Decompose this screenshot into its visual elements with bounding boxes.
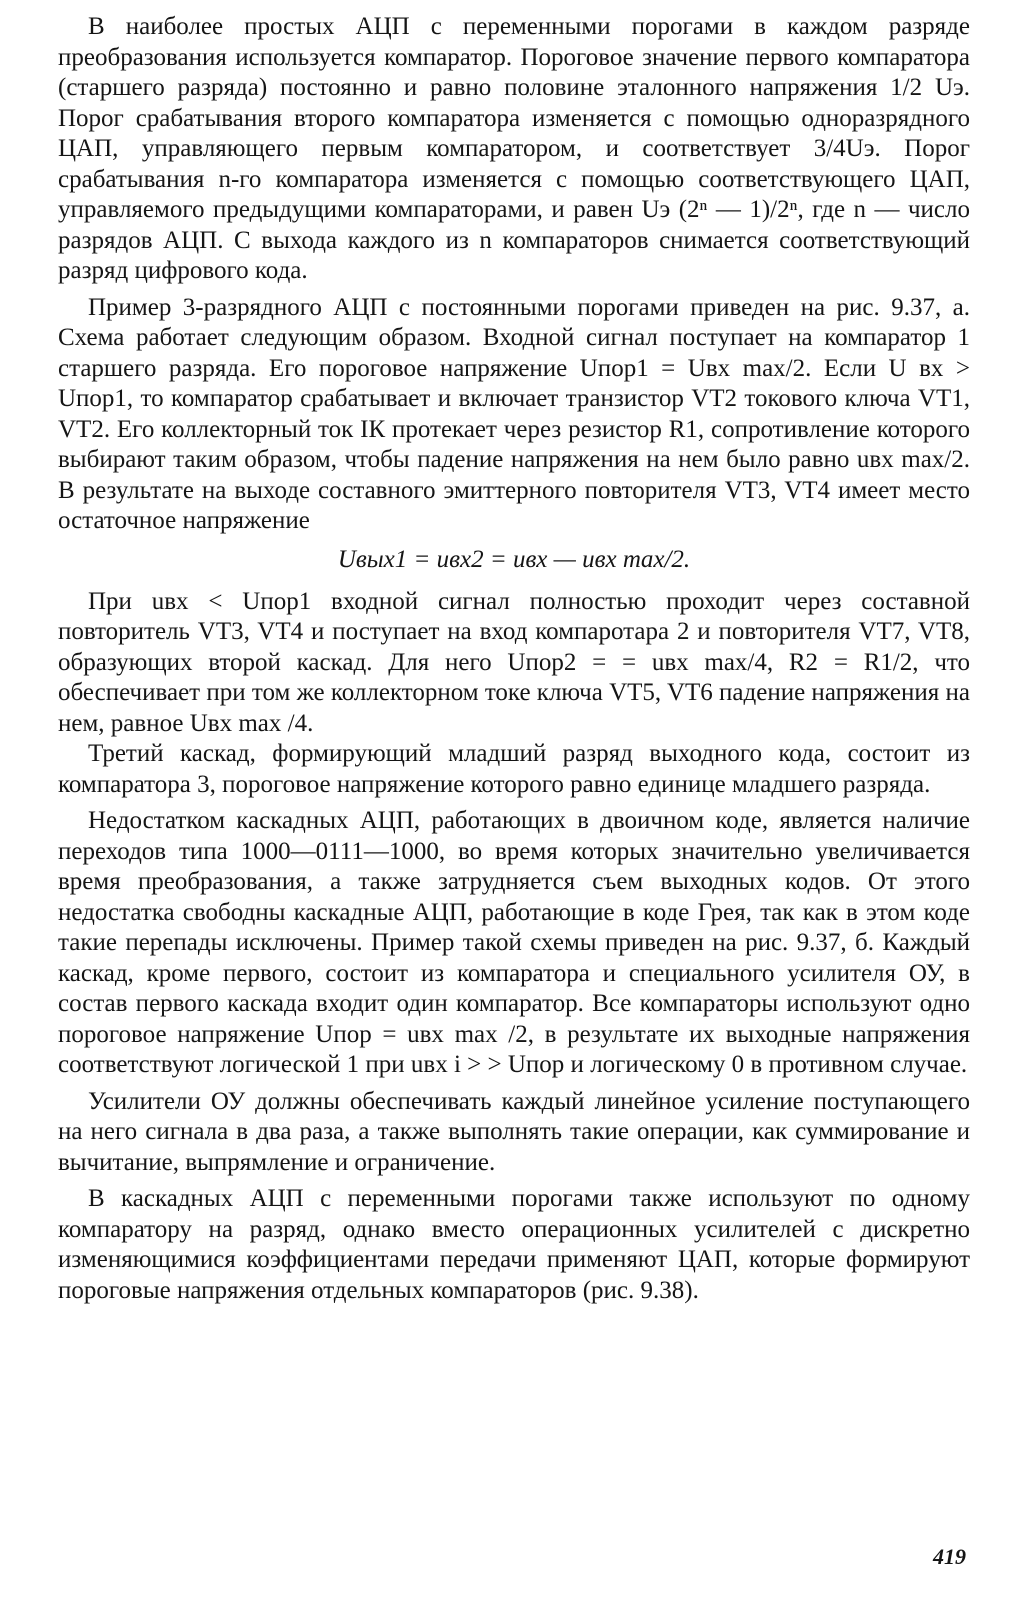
paragraph-7: В каскадных АЦП с переменными порогами также используют по одному компаратору на разряд, однако вместо операционных усилителей с дискретно изменяющимися коэффициентами передачи применяют ЦАП, которые формируют пороговые напряжения отдельных компараторов (рис. 9.38). [58, 1185, 970, 1304]
paragraph-3: При uвх < Uпор1 входной сигнал полностью проходит через составной повторитель VT3, VT4 и поступает на вход компаротара 2 и повторителя VT7, VT8, образующих второй каскад. Для него Uпор2 = = uвх max/4, R2 = R1/2, что обеспечивает при том же коллекторном токе ключа VT5, VT6 падение напряжения на нем, равное Uвх max /4. [58, 587, 970, 737]
page-body [58, 12, 970, 1306]
paragraph-5: Недостатком каскадных АЦП, работающих в двоичном коде, является наличие переходов типа 1000—0111—1000, во время которых значительно увеличивается время преобразования, а также затрудняется съем выходных кодов. От этого недостатка свободны каскадные АЦП, работающие в коде Грея, так как в этом коде такие перепады исключены. Пример такой схемы приведен на рис. 9.37, б. Каждый каскад, кроме первого, состоит из компаратора и специального усилителя ОУ, в состав первого каскада входит один компаратор. Все компараторы используют одно пороговое напряжение Uпор = uвх max /2, в результате их выходные напряжения соответствуют логической 1 при uвх i > > Uпор и логическому 0 в противном случае. [58, 807, 970, 1078]
paragraph-1: В наиболее простых АЦП с переменными порогами в каждом разряде преобразования используется компаратор. Пороговое значение первого компаратора (старшего разряда) постоянно и равно половине эталонного напряжения 1/2 Uэ. Порог срабатывания второго компаратора изменяется с помощью одноразрядного ЦАП, управляющего первым компаратором, и соответствует 3/4Uэ. Порог срабатывания n-го компаратора изменяется с помощью соответствующего ЦАП, управляемого предыдущими компараторами, и равен Uэ (2ⁿ — 1)/2ⁿ, где n — число разрядов АЦП. С выхода каждого из n компараторов снимается соответствующий разряд цифрового кода. [58, 13, 970, 284]
paragraph-4: Третий каскад, формирующий младший разряд выходного кода, состоит из компаратора 3, пороговое напряжение которого равно единице младшего разряда. [58, 740, 970, 798]
page-number: 419 [933, 1544, 966, 1569]
paragraph-6: Усилители ОУ должны обеспечивать каждый линейное усиление поступающего на него сигнала в два раза, а также выполнять такие операции, как суммирование и вычитание, выпрямление и ограничение. [58, 1087, 970, 1176]
paragraph-2: Пример 3-разрядного АЦП с постоянными порогами приведен на рис. 9.37, а. Схема работает следующим образом. Входной сигнал поступает на компаратор 1 старшего разряда. Его пороговое напряжение Uпор1 = Uвх max/2. Если U вх > Uпор1, то компаратор срабатывает и включает транзистор VT2 токового ключа VT1, VT2. Его коллекторный ток IК протекает через резистор R1, сопротивление которого выбирают таким образом, чтобы падение напряжения на нем было равно uвх max/2. В результате на выходе составного эмиттерного повторителя VT3, VT4 имеет место остаточное напряжение [58, 293, 970, 534]
formula: Uвых1 = uвх2 = uвх — uвх max/2. [337, 545, 691, 573]
